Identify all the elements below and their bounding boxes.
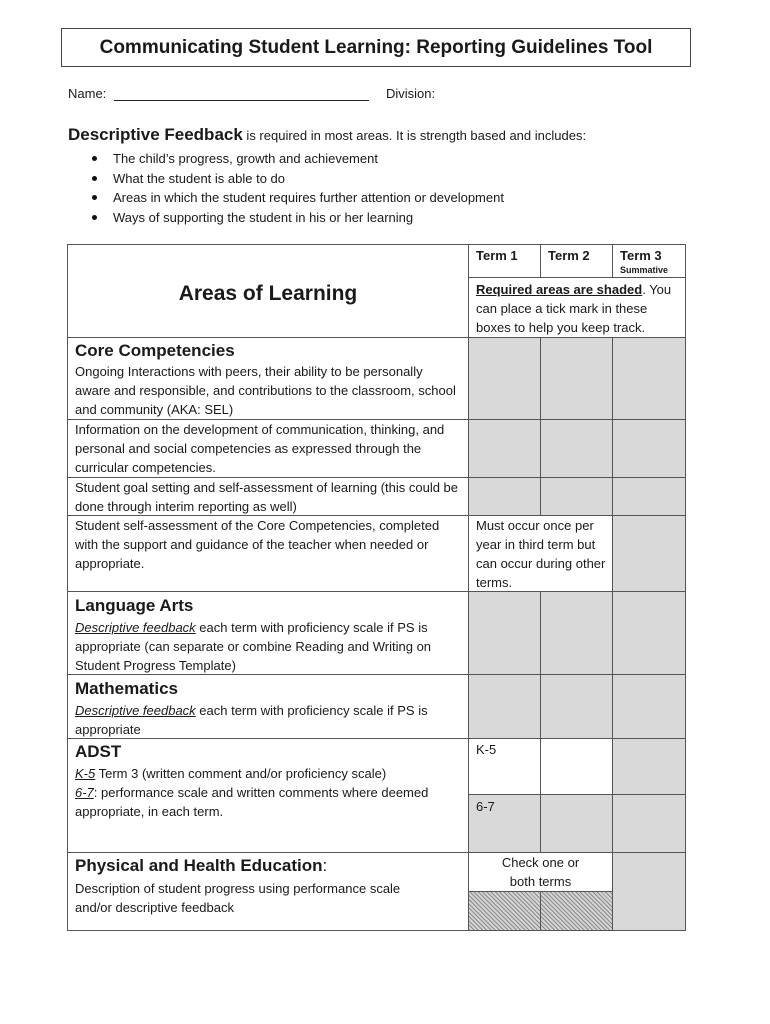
shading-note-text: . You can place a tick mark in these boxes to help you keep track. (476, 282, 672, 335)
adst-67-term1-box[interactable] (468, 794, 541, 853)
bullet-text: What the student is able to do (113, 170, 285, 186)
bullet-item (92, 149, 504, 169)
mathematics-heading: Mathematics (75, 679, 178, 698)
term2-label: Term 2 (548, 248, 590, 263)
adst-67-label: 6-7 (476, 799, 495, 814)
core-1-term2-box[interactable] (540, 337, 613, 420)
intro-heading: Descriptive Feedback (68, 125, 243, 144)
phe-term1-box[interactable] (468, 891, 541, 931)
phe-term3-box[interactable] (612, 852, 686, 931)
shading-note-cell (468, 277, 686, 338)
language-arts-term2-box[interactable] (540, 591, 613, 675)
adst-67-underlined: 6-7 (75, 785, 94, 800)
core-row-1-cell (67, 337, 469, 420)
name-field[interactable] (68, 86, 369, 101)
mathematics-desc-underlined: Descriptive feedback (75, 703, 196, 718)
core-2-term2-box[interactable] (540, 419, 613, 478)
adst-heading: ADST (75, 742, 122, 761)
mathematics-desc (75, 701, 465, 739)
document-title: Communicating Student Learning: Reporting Guidelines Tool (61, 28, 691, 67)
language-arts-term1-box[interactable] (468, 591, 541, 675)
must-occur-note: Must occur once per year in third term but can occur during other terms. (476, 518, 606, 590)
language-arts-desc-text: each term with proficiency scale if PS is appropriate (can separate or combine Reading and Writing on Student Progress Template) (75, 620, 432, 673)
bullet-icon (92, 156, 97, 161)
core-1-term3-box[interactable] (612, 337, 686, 420)
bullet-text: Ways of supporting the student in his or her learning (113, 209, 414, 225)
mathematics-term3-box[interactable] (612, 674, 686, 739)
bullet-text: The child’s progress, growth and achievement (113, 151, 378, 166)
bullet-icon (92, 215, 97, 220)
core-item-3: Student goal setting and self-assessment of learning (this could be done through interim reporting as well) (75, 480, 459, 514)
shading-note (476, 280, 682, 337)
core-3-term3-box[interactable] (612, 477, 686, 516)
areas-header-cell (67, 244, 469, 338)
phe-check-note-cell (468, 852, 613, 892)
term3-summative-label: Summative (620, 265, 669, 275)
adst-line-2-text: : performance scale and written comments where deemed appropriate, in each term. (75, 785, 429, 819)
term1-header (468, 244, 541, 278)
language-arts-cell (67, 591, 469, 675)
language-arts-desc-underlined: Descriptive feedback (75, 620, 196, 635)
adst-k5-label-cell (468, 738, 541, 795)
shading-note-bold: Required areas are shaded (476, 282, 643, 297)
adst-k5-term2-box[interactable] (540, 738, 613, 795)
mathematics-desc-text: each term with proficiency scale if PS is appropriate (75, 703, 428, 737)
phe-check-note: Check one or both terms (501, 855, 580, 889)
bullet-icon (92, 176, 97, 181)
core-1-term1-box[interactable] (468, 337, 541, 420)
adst-67-term3-box[interactable] (612, 794, 686, 853)
mathematics-term2-box[interactable] (540, 674, 613, 739)
core-item-2: Information on the development of communication, thinking, and personal and social competencies as expressed through the curricular competencies. (75, 422, 445, 475)
core-item-1: Ongoing Interactions with peers, their ability to be personally aware and responsible, and contributions to the classroom, school and community (AKA: SEL) (75, 364, 456, 417)
phe-heading (75, 855, 327, 877)
mathematics-term1-box[interactable] (468, 674, 541, 739)
core-3-term2-box[interactable] (540, 477, 613, 516)
adst-67-term2-box[interactable] (540, 794, 613, 853)
core-item-4: Student self-assessment of the Core Competencies, completed with the support and guidance of the teacher when needed or appropriate. (75, 518, 440, 571)
bullet-item (92, 169, 504, 189)
adst-line-2 (75, 783, 465, 821)
bullet-item (92, 208, 504, 228)
areas-of-learning-heading: Areas of Learning (178, 282, 358, 305)
phe-term2-box[interactable] (540, 891, 613, 931)
core-4-term3-box[interactable] (612, 515, 686, 592)
division-label: Division: (386, 86, 436, 101)
core-3-term1-box[interactable] (468, 477, 541, 516)
core-row-3-cell (67, 477, 469, 516)
core-2-term3-box[interactable] (612, 419, 686, 478)
reporting-guidelines-table (67, 244, 686, 931)
adst-k5-term3-box[interactable] (612, 738, 686, 795)
phe-heading-colon: : (322, 856, 328, 875)
core-4-note-cell (468, 515, 613, 592)
adst-line-1-text: Term 3 (written comment and/or proficiency scale) (95, 766, 387, 781)
term1-label: Term 1 (476, 248, 518, 263)
term3-header (612, 244, 686, 278)
language-arts-term3-box[interactable] (612, 591, 686, 675)
term2-header (540, 244, 613, 278)
term3-label: Term 3 (620, 248, 662, 263)
bullet-icon (92, 195, 97, 200)
phe-cell (67, 852, 469, 931)
descriptive-feedback-intro (68, 125, 586, 145)
feedback-bullet-list (92, 149, 504, 227)
name-label: Name: (68, 86, 107, 101)
phe-heading-text: Physical and Health Education (75, 856, 323, 875)
mathematics-cell (67, 674, 469, 739)
adst-k5-label: K-5 (476, 742, 497, 757)
division-field[interactable] (386, 86, 439, 101)
name-line[interactable] (114, 86, 369, 101)
adst-cell (67, 738, 469, 853)
core-row-4-cell (67, 515, 469, 592)
bullet-item (92, 188, 504, 208)
language-arts-heading: Language Arts (75, 596, 194, 615)
intro-text: is required in most areas. It is strength based and includes: (242, 128, 587, 143)
phe-desc: Description of student progress using performance scale and/or descriptive feedback (75, 881, 401, 915)
language-arts-desc (75, 618, 465, 675)
adst-k5-underlined: K-5 (75, 766, 96, 781)
core-competencies-heading: Core Competencies (75, 341, 235, 360)
adst-line-1 (75, 764, 465, 783)
core-row-2-cell (67, 419, 469, 478)
core-2-term1-box[interactable] (468, 419, 541, 478)
bullet-text: Areas in which the student requires further attention or development (113, 190, 504, 205)
